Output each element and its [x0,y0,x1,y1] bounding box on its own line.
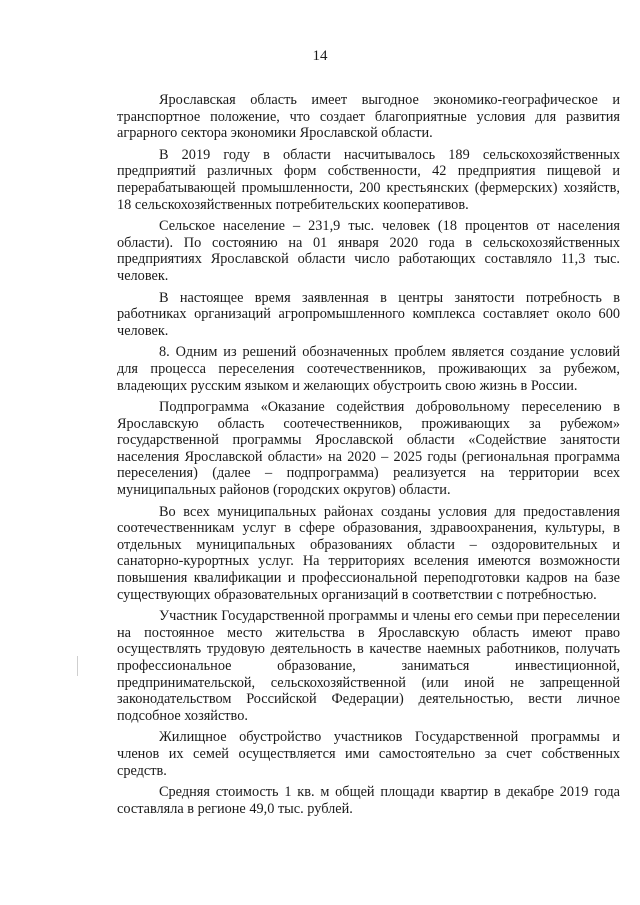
paragraph-9: Жилищное обустройство участников Государственной программы и членов их семей осуществляется ими самостоятельно за счет собственных средств. [117,729,620,779]
document-body [117,92,620,822]
paragraph-3: Сельское население – 231,9 тыс. человек (18 процентов от населения области). По состоянию на 01 января 2020 года в сельскохозяйственных предприятиях Ярославской области число работающих составляло 11,3 тыс. человек. [117,218,620,284]
paragraph-7: Во всех муниципальных районах созданы условия для предоставления соотечественникам услуг в сфере образования, здравоохранения, культуры, в отдельных муниципальных образованиях области – оздоровительных и санаторно-курортных услуг. На территориях вселения имеются возможности повышения квалификации и профессиональной переподготовки кадров на базе существующих образовательных организаций в соответствии с потребностью. [117,503,620,603]
paragraph-10: Средняя стоимость 1 кв. м общей площади квартир в декабре 2019 года составляла в регионе 49,0 тыс. рублей. [117,784,620,817]
paragraph-8: Участник Государственной программы и члены его семьи при переселении на постоянное место жительства в Ярославскую область имеют право осуществлять трудовую деятельность в качестве наемных работников, получать профессиональное образование, заниматься инвестиционной, предпринимательской, сельскохозяйственной (или иной не запрещенной законодательством Российской Федерации) деятельностью, вести личное подсобное хозяйство. [117,608,620,724]
paragraph-1: Ярославская область имеет выгодное экономико-географическое и транспортное положение, что создает благоприятные условия для развития аграрного сектора экономики Ярославской области. [117,92,620,142]
paragraph-2: В 2019 году в области насчитывалось 189 сельскохозяйственных предприятий различных форм собственности, 42 предприятия пищевой и перерабатывающей промышленности, 200 крестьянских (фермерских) хозяйств, 18 сельскохозяйственных потребительских кооперативов. [117,146,620,213]
margin-mark [77,656,78,676]
page-number: 14 [312,48,328,64]
paragraph-4: В настоящее время заявленная в центры занятости потребность в работниках организаций агропромышленного комплекса составляет около 600 человек. [117,289,620,339]
paragraph-5: 8. Одним из решений обозначенных проблем является создание условий для процесса переселения соотечественников, проживающих за рубежом, владеющих русским языком и желающих обустроить свою жизнь в России. [117,344,620,394]
paragraph-6: Подпрограмма «Оказание содействия добровольному переселению в Ярославскую область соотечественников, проживающих за рубежом» государственной программы Ярославской области «Содействие занятости населения Ярославской области» на 2020 – 2025 годы (региональная программа переселения) (далее – подпрограмма) реализуется на территории всех муниципальных районов (городских округов) области. [117,399,620,499]
